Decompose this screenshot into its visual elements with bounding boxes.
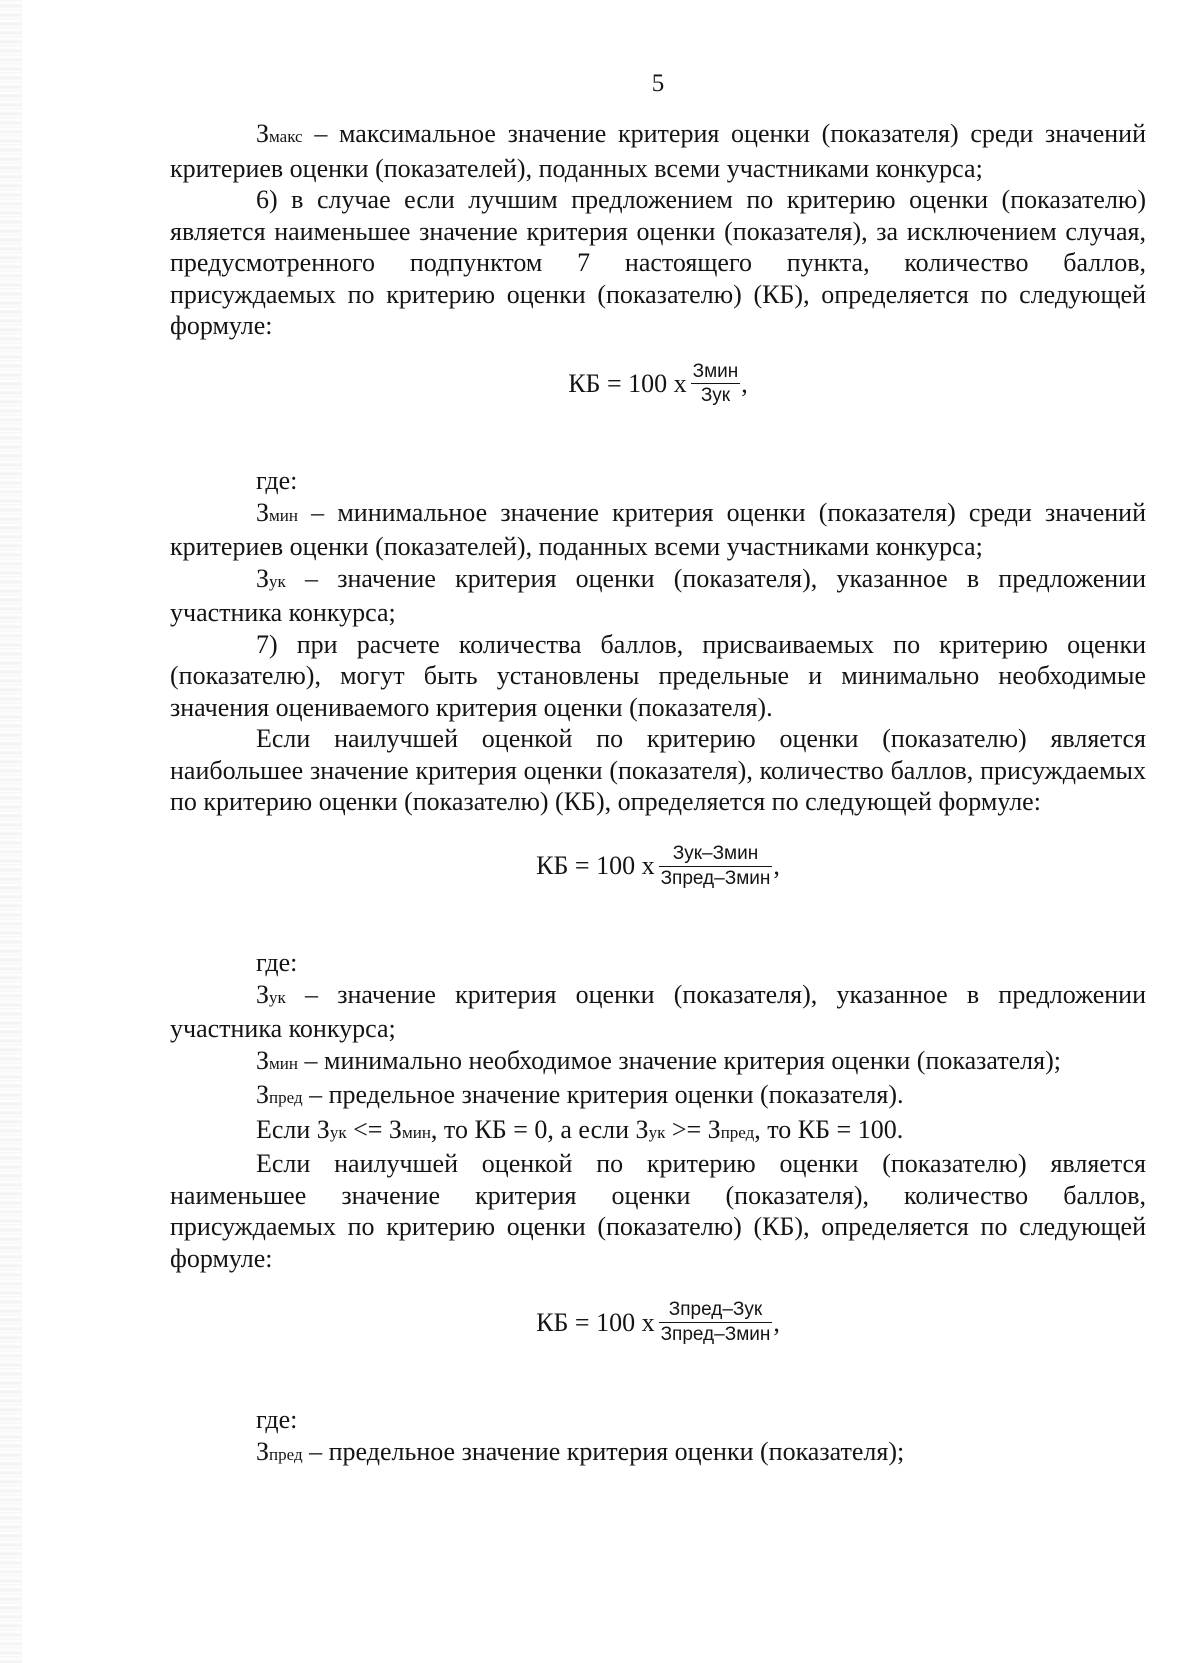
definition-z-uk: Зук – значение критерия оценки (показателя), указанное в предложении участника конкурса; — [170, 563, 1146, 628]
page-number: 5 — [651, 70, 665, 97]
fraction-numerator: Зук–Змин — [659, 843, 773, 867]
fraction-denominator: Зпред–Змин — [660, 1324, 771, 1346]
formula-lhs: КБ = 100 х — [536, 1307, 655, 1337]
where-label: где: — [256, 466, 298, 496]
definition-z-pred: Зпред – предельное значение критерия оценки (показателя). — [256, 1080, 904, 1110]
formula-fraction — [691, 361, 741, 408]
formula-lhs: КБ = 100 х — [536, 851, 655, 881]
definition-z-min: Змин – минимально необходимое значение критерия оценки (показателя); — [256, 1045, 1061, 1075]
paragraph-best-max: Если наилучшей оценкой по критерию оценки (показателю) является наибольшее значение критерия оценки (показателя), количество баллов, присуждаемых по критерию оценки (показателю) (КБ), определяется по следующей формуле: — [170, 724, 1146, 817]
formula-lhs: КБ = 100 х — [568, 368, 687, 398]
formula-min-ratio: КБ = 100 х $\frac{\text{Змин}}{\text{Зук}}$ , — [568, 360, 748, 407]
fraction-numerator: Зпред–Зук — [659, 1299, 773, 1323]
definition-z-pred: Зпред – предельное значение критерия оценки (показателя); — [256, 1436, 905, 1466]
fraction-numerator: Змин — [691, 361, 741, 385]
formula-fraction — [659, 843, 773, 890]
definition-z-uk: Зук – значение критерия оценки (показателя), указанное в предложении участника конкурса; — [170, 979, 1146, 1044]
condition-line: Если Зук <= Змин, то КБ = 0, а если Зук >= Зпред, то КБ = 100. — [256, 1114, 904, 1144]
formula-min-case: КБ = 100 х $\frac{\text{Зпред–Зук}}{\text{Зпред–Змин}}$ , — [536, 1299, 780, 1346]
formula-fraction — [659, 1299, 773, 1346]
formula-max-case: КБ = 100 х $\frac{\text{Зук–Змин}}{\text{Зпред–Змин}}$ , — [536, 842, 780, 889]
where-label: где: — [256, 948, 298, 978]
fraction-denominator: Зук — [700, 385, 731, 407]
definition-z-maks: Змакс – максимальное значение критерия оценки (показателя) среди значений критериев оценки (показателей), поданных всеми участниками конкурса; — [170, 119, 1146, 183]
paragraph-item-6: 6) в случае если лучшим предложением по критерию оценки (показателю) является наименьшее значение критерия оценки (показателя), за исключением случая, предусмотренного подпунктом 7 настоящего пункта, количество баллов, присуждаемых по критерию оценки (показателю) (КБ), определяется по следующей формуле: — [170, 185, 1146, 340]
scan-edge-artifact — [0, 0, 22, 1663]
where-label: где: — [256, 1405, 298, 1435]
definition-z-min: Змин – минимальное значение критерия оценки (показателя) среди значений критериев оценки (показателей), поданных всеми участниками конкурса; — [170, 497, 1146, 562]
fraction-denominator: Зпред–Змин — [660, 867, 771, 889]
paragraph-item-7: 7) при расчете количества баллов, присваиваемых по критерию оценки (показателю), могут быть установлены предельные и минимально необходимые значения оцениваемого критерия оценки (показателя). — [170, 629, 1146, 722]
paragraph-best-min: Если наилучшей оценкой по критерию оценки (показателю) является наименьшее значение критерия оценки (показателя), количество баллов, присуждаемых по критерию оценки (показателю) (КБ), определяется по следующей формуле: — [170, 1149, 1146, 1273]
document-body — [170, 118, 1146, 1470]
